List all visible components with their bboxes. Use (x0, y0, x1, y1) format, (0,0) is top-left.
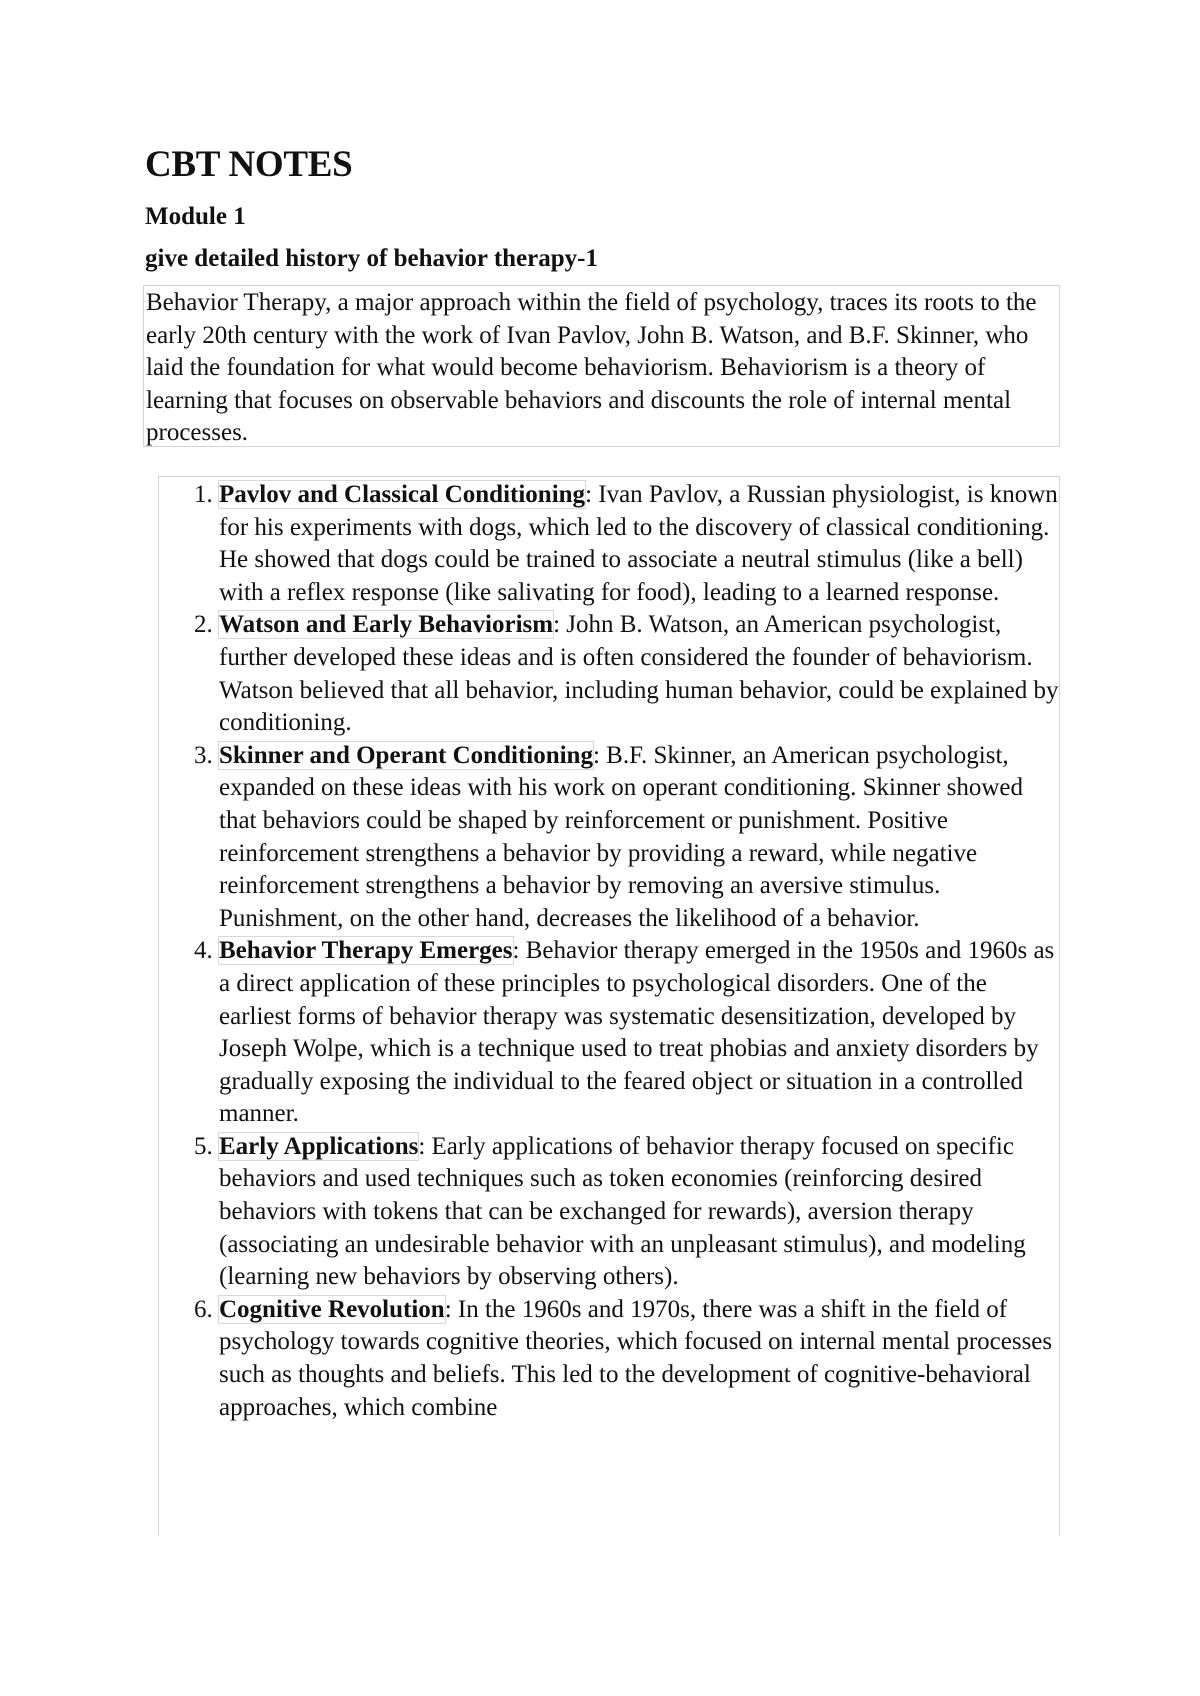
list-item (219, 1294, 1059, 1424)
list-item-term: Pavlov and Classical Conditioning (219, 481, 586, 508)
list-item-text: : Ivan Pavlov, a Russian physiologist, is known for his experiments with dogs, which led to the discovery of classical conditioning. He showed that dogs could be trained to associate a neutral stimulus (like a bell) with a reflex response (like salivating for food), leading to a learned response. (219, 481, 1058, 606)
list-item-term: Early Applications (219, 1132, 419, 1160)
list-item (219, 935, 1059, 1131)
question-heading: give detailed history of behavior therapy-1 (145, 245, 598, 272)
intro-paragraph: Behavior Therapy, a major approach within the field of psychology, traces its roots to the early 20th century with the work of Ivan Pavlov, John B. Watson, and B.F. Skinner, who laid the foundation for what would become behaviorism. Behaviorism is a theory of learning that focuses on observable behaviors and discounts the role of internal mental processes. (143, 285, 1060, 447)
history-list (159, 477, 1059, 1424)
document-title: CBT NOTES (145, 144, 353, 185)
list-item-term: Watson and Early Behaviorism (219, 611, 554, 639)
list-item (219, 479, 1059, 609)
list-item-text: : Behavior therapy emerged in the 1950s and 1960s as a direct application of these principles to psychological disorders. One of the earliest forms of behavior therapy was systematic desensitization, developed by Joseph Wolpe, which is a technique used to treat phobias and anxiety disorders by gradually exposing the individual to the feared object or situation in a controlled manner. (219, 937, 1055, 1128)
list-item-term: Cognitive Revolution (219, 1295, 445, 1323)
history-list-box (158, 476, 1060, 1536)
list-item (219, 1131, 1059, 1294)
list-item-term: Behavior Therapy Emerges (219, 937, 513, 965)
list-item-text: : B.F. Skinner, an American psychologist, expanded on these ideas with his work on operant conditioning. Skinner showed that behaviors could be shaped by reinforcement or punishment. Positive reinforcement strengthens a behavior by providing a reward, while negative reinforcement strengthens a behavior by removing an aversive stimulus. Punishment, on the other hand, decreases the likelihood of a behavior. (219, 741, 1024, 932)
list-item-text: : John B. Watson, an American psychologist, further developed these ideas and is often considered the founder of behaviorism. Watson believed that all behavior, including human behavior, could be explained by conditioning. (219, 611, 1059, 737)
list-item (219, 740, 1059, 936)
list-item (219, 609, 1059, 739)
list-item-term: Skinner and Operant Conditioning (219, 741, 593, 769)
module-heading: Module 1 (145, 203, 246, 230)
list-item-text: : In the 1960s and 1970s, there was a shift in the field of psychology towards cognitive theories, which focused on internal mental processes such as thoughts and beliefs. This led to the development of cognitive-behavioral approaches, which combine (219, 1295, 1053, 1421)
list-item-text: : Early applications of behavior therapy focused on specific behaviors and used techniques such as token economies (reinforcing desired behaviors with tokens that can be exchanged for rewards), aversion therapy (associating an undesirable behavior with an unpleasant stimulus), and modeling (learning new behaviors by observing others). (219, 1132, 1026, 1291)
